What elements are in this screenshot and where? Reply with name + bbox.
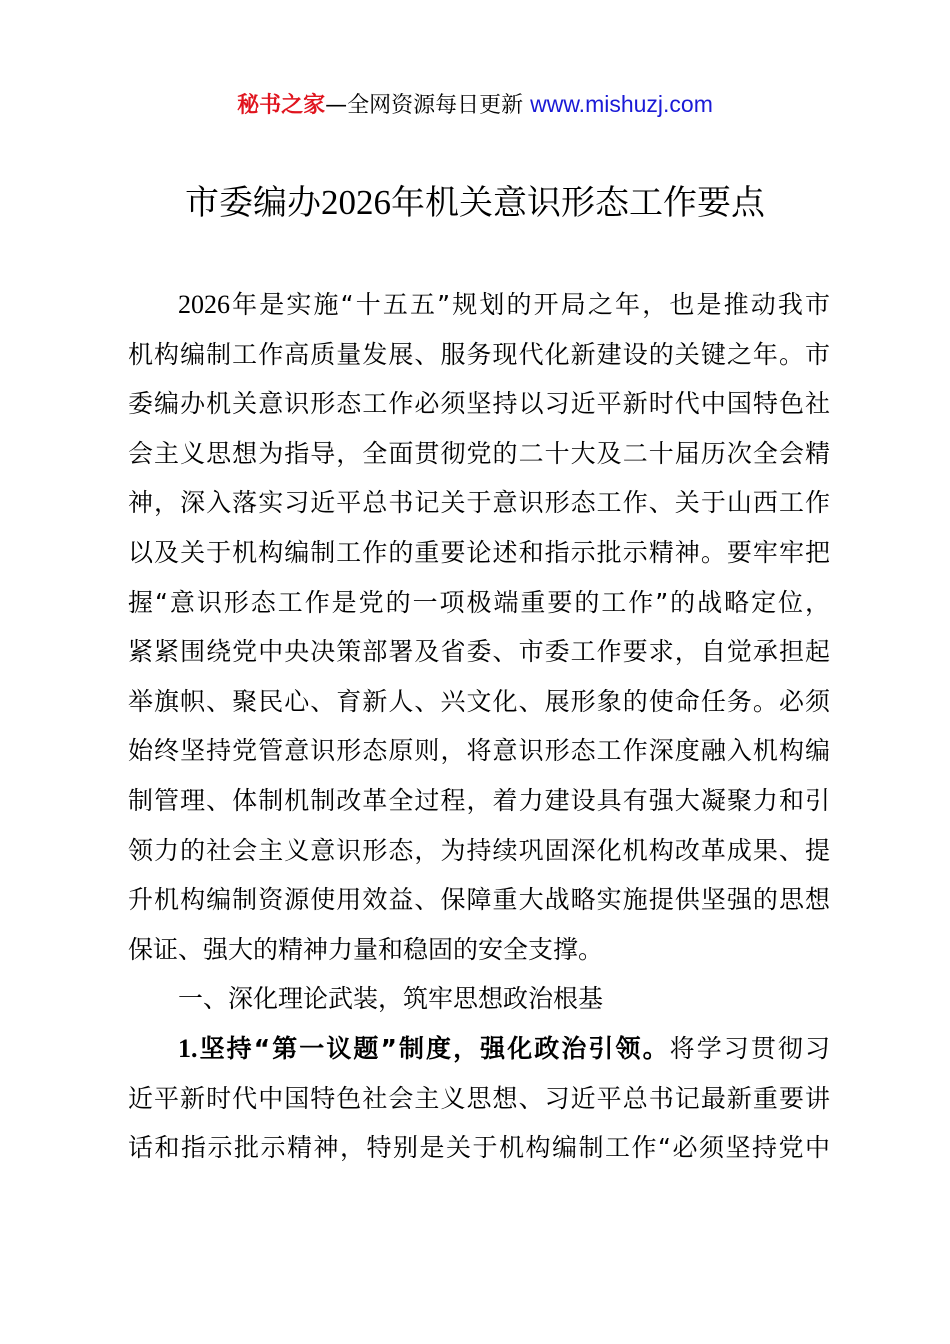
title-prefix: 市委编办: [185, 183, 321, 223]
title-suffix: 年机关意识形态工作要点: [391, 183, 765, 223]
intro-year: 2026: [178, 290, 230, 319]
section-heading: 一、深化理论武装，筑牢思想政治根基: [178, 984, 604, 1014]
intro-line: 以及关于机构编制工作的重要论述和指示批示精神。要牢牢把: [128, 537, 830, 567]
site-tagline: —全网资源每日更新: [325, 93, 524, 118]
intro-line: 神，深入落实习近平总书记关于意识形态工作、关于山西工作: [128, 488, 830, 518]
intro-line: 举旗帜、聚民心、育新人、兴文化、展形象的使命任务。必须: [128, 686, 830, 716]
intro-line: 制管理、体制机制改革全过程，着力建设具有强大凝聚力和引: [128, 785, 830, 815]
site-brand[interactable]: 秘书之家: [237, 93, 326, 118]
title-year: 2026: [321, 183, 391, 222]
intro-line: 会主义思想为指导，全面贯彻党的二十大及二十届历次全会精: [128, 438, 830, 468]
intro-line: 机构编制工作高质量发展、服务现代化新建设的关键之年。市: [128, 339, 830, 369]
intro-line: 领力的社会主义意识形态，为持续巩固深化机构改革成果、提: [128, 835, 830, 865]
item-number: 1.: [178, 1033, 198, 1063]
item-heading: 坚持“第一议题”制度，强化政治引领。: [197, 1033, 670, 1063]
intro-line: 升机构编制资源使用效益、保障重大战略实施提供坚强的思想: [128, 885, 830, 915]
intro-line-last: 保证、强大的精神力量和稳固的安全支撑。: [128, 934, 604, 964]
intro-line: 握“意识形态工作是党的一项极端重要的工作”的战略定位，: [128, 587, 830, 617]
document-title: [0, 180, 950, 226]
item-line: 近平新时代中国特色社会主义思想、习近平总书记最新重要讲: [128, 1083, 830, 1113]
site-url-link[interactable]: www.mishuzj.com: [530, 91, 713, 117]
intro-line: 2026年是实施“十五五”规划的开局之年，也是推动我市: [178, 290, 830, 319]
item-line: 1.坚持“第一议题”制度，强化政治引领。将学习贯彻习: [178, 1033, 830, 1063]
document-body: [128, 280, 830, 1173]
site-header: [0, 88, 950, 122]
intro-line: 委编办机关意识形态工作必须坚持以习近平新时代中国特色社: [128, 389, 830, 419]
item-line: 话和指示批示精神，特别是关于机构编制工作“必须坚持党中: [128, 1133, 830, 1163]
intro-line: 紧紧围绕党中央决策部署及省委、市委工作要求，自觉承担起: [128, 637, 830, 667]
intro-line: 始终坚持党管意识形态原则，将意识形态工作深度融入机构编: [128, 736, 830, 766]
